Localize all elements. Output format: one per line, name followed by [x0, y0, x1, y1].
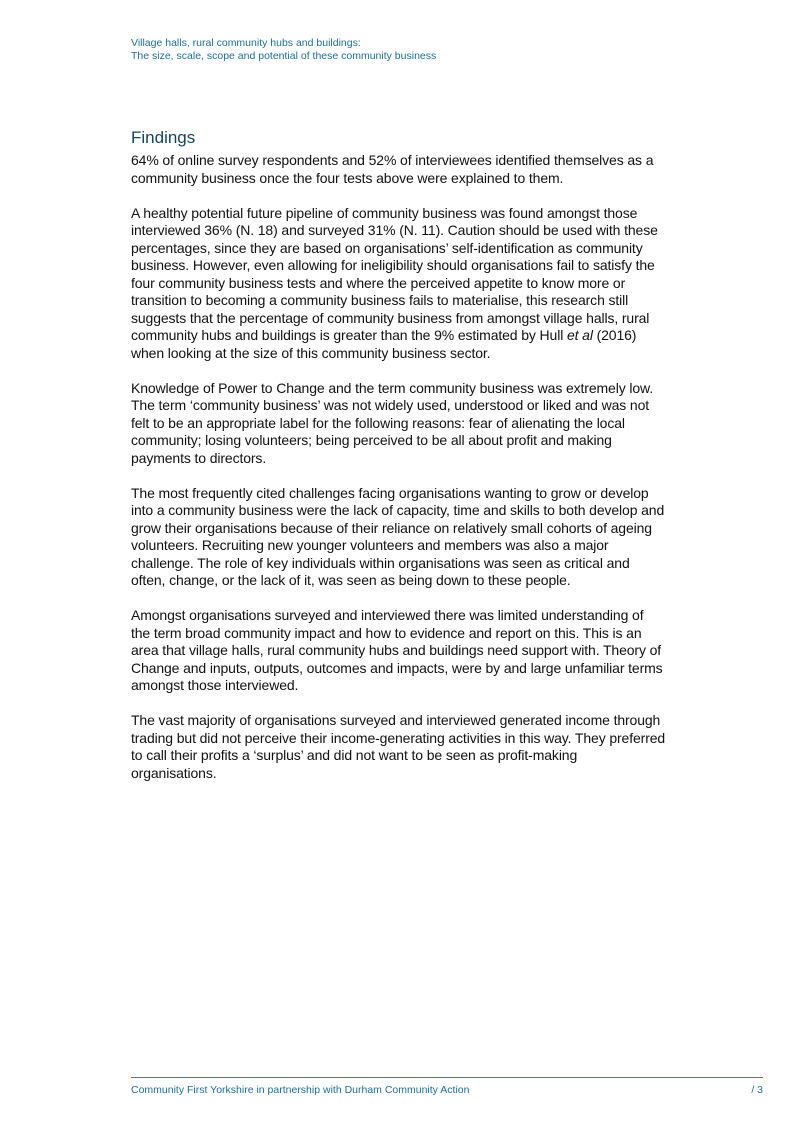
findings-body [131, 152, 666, 800]
paragraph-5: Amongst organisations surveyed and interviewed there was limited understanding of the term broad community impact and how to evidence and report on this. This is an area that village halls, rural community hubs and buildings need support with. Theory of Change and inputs, outputs, outcomes and impacts, were by and large unfamiliar terms amongst those interviewed. [131, 607, 663, 693]
running-header-line-1: Village halls, rural community hubs and buildings: [131, 37, 361, 49]
paragraph-2-et-al: et al [566, 327, 593, 343]
paragraph-2 [131, 205, 666, 363]
footer-organisation: Community First Yorkshire in partnership with Durham Community Action [131, 1084, 470, 1096]
section-heading: Findings [131, 128, 196, 147]
paragraph-2-text-b: (2016) when looking at the size of this community business sector. [131, 327, 637, 361]
running-header [131, 37, 691, 63]
paragraph-6: The vast majority of organisations surveyed and interviewed generated income through trading but did not perceive their income-generating activities in this way. They preferred to call their profits a ‘surplus’ and did not want to be seen as profit-making organisations. [131, 712, 666, 781]
paragraph-2-text-a: A healthy potential future pipeline of community business was found amongst those interviewed 36% (N. 18) and surveyed 31% (N. 11). Caution should be used with these percentages, since they are based on organisations’ self-identification as community business. However, even allowing for ineligibility should organisations fail to satisfy the four community business tests and where the perceived appetite to know more or transition to becoming a community business fails to materialise, this research still suggests that the percentage of community business from amongst village halls, rural community hubs and buildings is greater than the 9% estimated by Hull [131, 204, 658, 343]
paragraph-3: Knowledge of Power to Change and the term community business was extremely low. The term ‘community business’ was not widely used, understood or liked and was not felt to be an appropriate label for the following reasons: fear of alienating the local community; losing volunteers; being perceived to be all about profit and making payments to directors. [131, 379, 654, 466]
page-number: / 3 [751, 1084, 763, 1096]
paragraph-1: 64% of online survey respondents and 52% of interviewees identified themselves as a community business once the four tests above were explained to them. [131, 152, 654, 186]
running-header-line-2: The size, scale, scope and potential of these community business [131, 50, 437, 62]
paragraph-4: The most frequently cited challenges facing organisations wanting to grow or develop into a community business were the lack of capacity, time and skills to both develop and grow their organisations because of their reliance on relatively small cohorts of ageing volunteers. Recruiting new younger volunteers and members was also a major challenge. The role of key individuals within organisations was seen as critical and often, change, or the lack of it, was seen as being down to these people. [131, 484, 665, 588]
footer-divider [131, 1077, 763, 1078]
